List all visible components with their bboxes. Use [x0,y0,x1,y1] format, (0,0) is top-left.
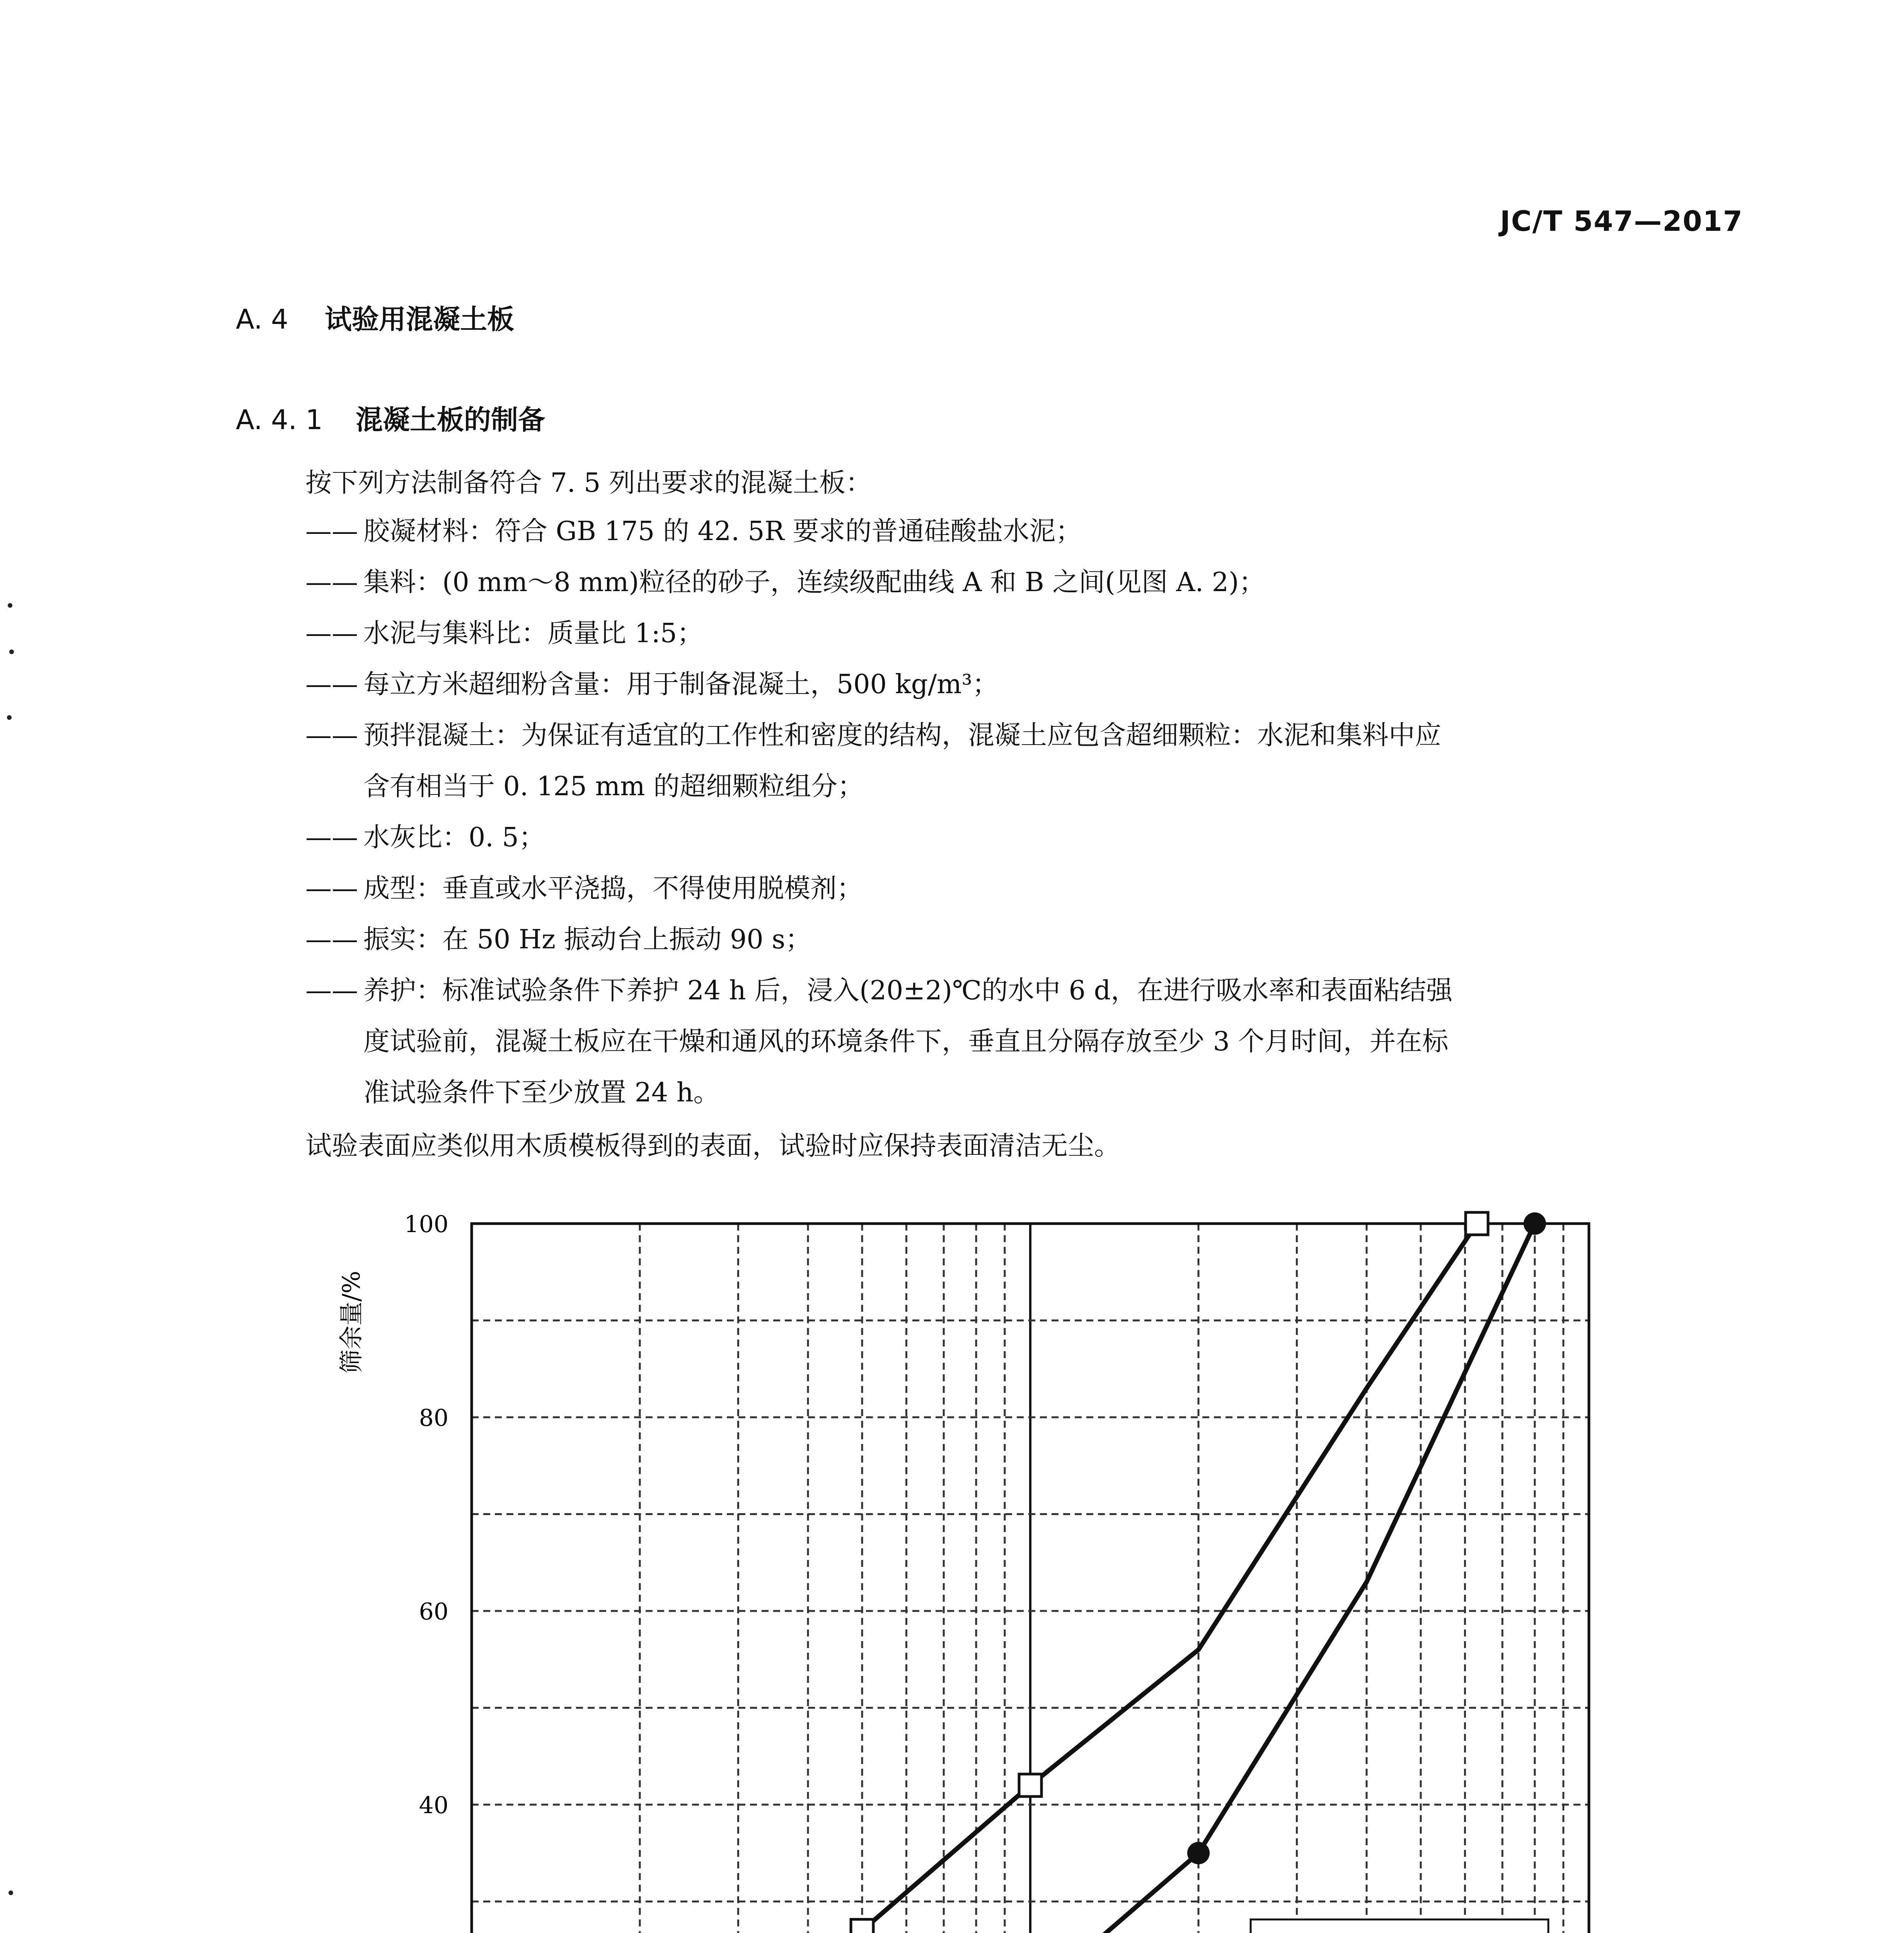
data-point-square [851,1919,873,1933]
document-id: JC/T 547—2017 [1500,205,1743,237]
list-item: —— 成型：垂直或水平浇捣，不得使用脱模剂； [305,873,863,904]
y-tick-label: 60 [419,1598,448,1625]
list-item: —— 预拌混凝土：为保证有适宜的工作性和密度的结构，混凝土应包含超细颗粒：水泥和集料中应 [305,720,1442,751]
list-item-continuation: 度试验前，混凝土板应在干燥和通风的环境条件下，垂直且分隔存放至少 3 个月时间，并在标 [363,1026,1449,1057]
list-item-continuation: 准试验条件下至少放置 24 h。 [363,1077,720,1108]
data-point-circle [1187,1842,1210,1864]
series-line-curve-a [526,1224,1477,1933]
legend-box [1251,1919,1548,1933]
list-item: —— 养护：标准试验条件下养护 24 h 后，浸入(20±2)℃的水中 6 d，在进行吸水率和表面粘结强 [305,975,1453,1006]
y-tick-label: 40 [419,1792,448,1819]
list-item: —— 胶凝材料：符合 GB 175 的 42. 5R 要求的普通硅酸盐水泥； [305,516,1082,547]
chart-grid [472,1224,1589,1933]
y-tick-label: 100 [404,1211,448,1238]
section-a41-number: A. 4. 1 [236,404,323,436]
list-item: —— 集料：(0 mm～8 mm)粒径的砂子，连续级配曲线 A 和 B 之间(见图 A. 2)； [305,567,1265,598]
list-item: —— 水灰比：0. 5； [305,822,545,853]
y-axis-label: 筛余量/% [337,1271,365,1374]
surface-note: 试验表面应类似用木质模板得到的表面，试验时应保持表面清洁无尘。 [305,1131,1121,1161]
section-a4-number: A. 4 [236,303,288,335]
intro-paragraph: 按下列方法制备符合 7. 5 列出要求的混凝土板： [305,468,872,498]
data-point-square [1019,1774,1041,1797]
list-item: —— 水泥与集料比：质量比 1:5； [305,618,704,649]
y-tick-label: 80 [419,1405,448,1432]
list-item: —— 每立方米超细粉含量：用于制备混凝土，500 kg/m³； [305,669,999,700]
section-a41-title: 混凝土板的制备 [356,404,545,436]
scan-speck [9,649,14,654]
data-point-circle [1524,1212,1546,1235]
scan-speck [8,603,12,608]
list-item-continuation: 含有相当于 0. 125 mm 的超细颗粒组分； [363,771,864,802]
section-a4-title: 试验用混凝土板 [325,303,514,335]
data-point-square [1466,1212,1488,1235]
list-item: —— 振实：在 50 Hz 振动台上振动 90 s； [305,924,812,955]
scan-speck [9,1890,13,1895]
scan-speck [7,715,12,720]
chart-legend [1251,1919,1548,1933]
